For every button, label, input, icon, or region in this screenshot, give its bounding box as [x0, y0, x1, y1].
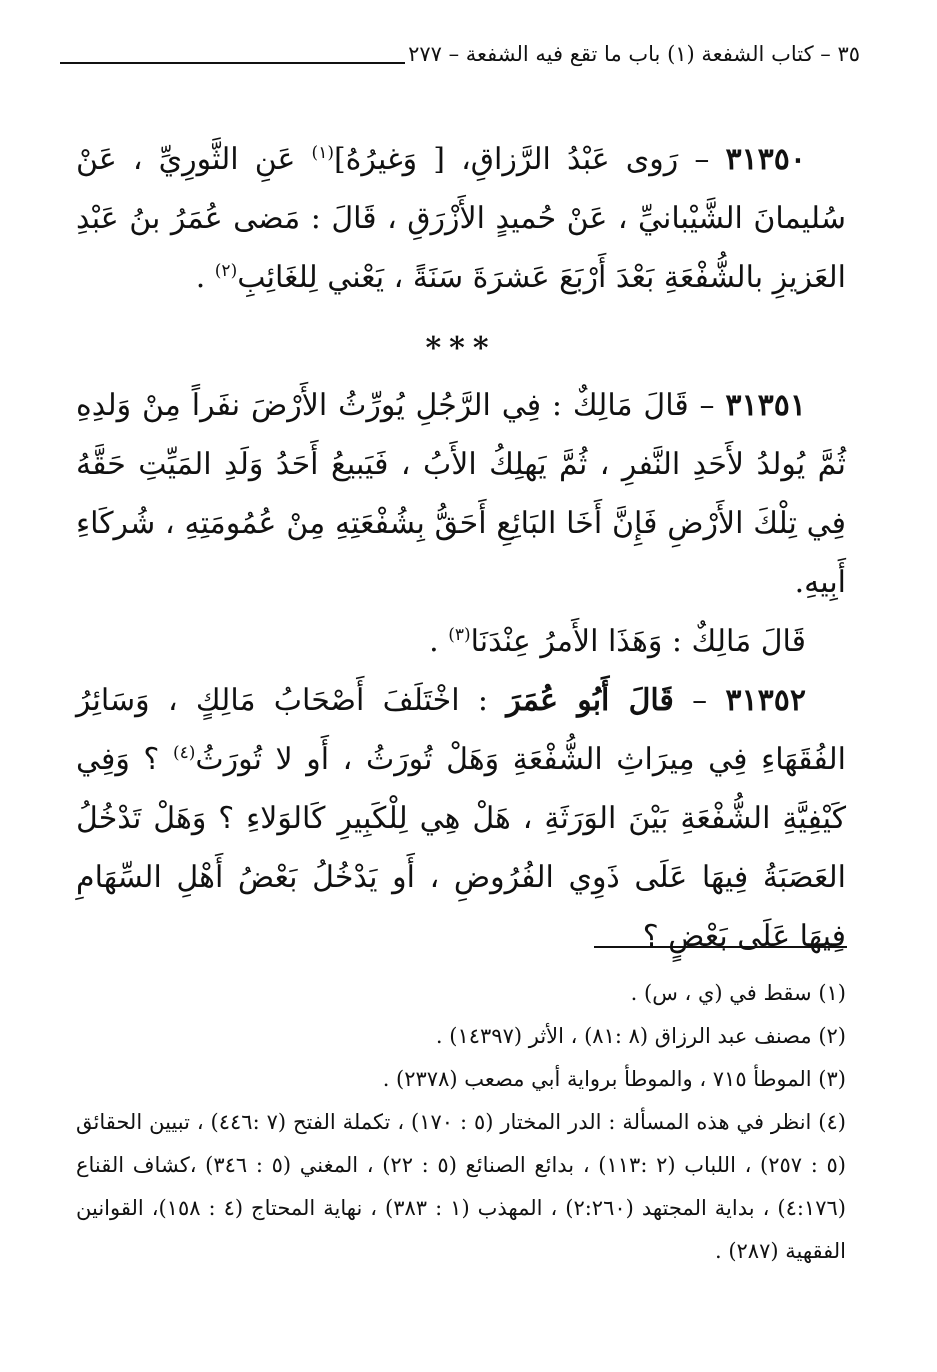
section-separator: *** — [425, 331, 497, 366]
entry-dash: – — [673, 683, 726, 718]
paragraph-malik-note — [76, 612, 846, 671]
paragraph-text: – رَوى عَبْدُ الرَّزاقِ، [ وَغيرُهُ] — [333, 142, 726, 177]
footnotes — [76, 972, 846, 1273]
paragraph-end: . — [195, 260, 215, 295]
paragraph-text: قَالَ مَالِكٌ : وَهَذَا الأَمرُ عِنْدَنَا — [470, 624, 806, 659]
footnote-ref: (٢) — [214, 261, 238, 281]
paragraph-text: عَنِ الثَّورِيِّ ، عَنْ سُليمانَ الشَّيْبانيِّ ، عَنْ حُميدٍ الأَزْرَقِ ، قَالَ : مَضى عُمَرُ بنُ عَبْدِ العَزيزِ بالشُّفْعَةِ بَعْدَ أَرْبَعَ عَشرَةَ سَنَةً ، يَعْني لِلغَائِبِ — [76, 142, 846, 295]
paragraph-text: – قَالَ مَالِكٌ : فِي الرَّجُلِ يُورِّثُ الأَرْضَ نفَراً مِنْ وَلدِهِ ثُمَّ يُولدُ لأَحَدِ النَّفرِ ، ثُمَّ يَهلِكُ الأَبُ ، فَيَبيعُ أَحَدُ وَلَدِ المَيِّتِ حَقَّهُ فِي تِلْكَ الأَرْضِ فَإِنَّ أَخَا البَائِعِ أَحَقُّ بِشُفْعَتِهِ مِنْ عُمُومَتِهِ ، شُركَاءِ أَبِيهِ. — [76, 388, 846, 600]
footnote-separator — [594, 946, 847, 948]
paragraph-text: : اخْتَلَفَ أَصْحَابُ مَالِكٍ ، وَسَائِرُ الفُقَهَاءِ فِي مِيرَاثِ الشُّفْعَةِ وَهَلْ تُورَثُ ، أَو لا تُورَثُ — [76, 683, 847, 777]
footnote-4: (٤) انظر في هذه المسألة : الدر المختار (٥ : ١٧٠) ، تكملة الفتح (٧ :٤٤٦) ، تبيين الحقائق (٥ : ٢٥٧) ، اللباب (٢ :١١٣) ، بدائع الصنائع (٥ : ٢٢) ، المغني (٥ : ٣٤٦) ،كشاف القناع (٤:١٧٦) ، بداية المجتهد (٢:٢٦٠) ، المهذب (١ : ٣٨٣) ، نهاية المحتاج (٤ : ١٥٨)، القوانين الفقهية (٢٨٧) . — [76, 1110, 846, 1263]
speaker-name: قَالَ أَبُو عُمَرَ — [506, 683, 674, 718]
footnote-ref: (١) — [311, 143, 334, 163]
running-title: ٣٥ – كتاب الشفعة (١) باب ما تقع فيه الشفعة – ٢٧٧ — [408, 42, 860, 66]
footnote-ref: (٣) — [448, 625, 471, 645]
footnote-2: (٢) مصنف عبد الرزاق (٨ :٨١) ، الأثر (١٤٣٩٧) . — [435, 1024, 846, 1048]
footnote-ref: (٤) — [172, 743, 196, 763]
footnote-3: (٣) الموطأ ٧١٥ ، والموطأ برواية أبي مصعب (٢٣٧٨) . — [382, 1067, 846, 1091]
main-text — [76, 130, 846, 966]
paragraph-text: ؟ وَفِي كَيْفِيَّةِ الشُّفْعَةِ بَيْنَ الوَرَثَةِ ، هَلْ هِي لِلْكَبِيرِ كَالوَلاءِ ؟ وَهَلْ تَدْخُلُ العَصَبَةُ فِيهَا عَلَى ذَوِي الفُرُوضِ ، أَو يَدْخُلُ بَعْضُ أَهْلِ السِّهَامِ فِيهَا عَلَى بَعْضٍ ؟ — [76, 742, 846, 954]
paragraph-end: . — [429, 624, 449, 659]
paragraph-31350 — [76, 130, 846, 307]
entry-number: ٣١٣٥٢ — [725, 683, 806, 718]
paragraph-31351 — [76, 376, 846, 612]
header-rule — [60, 62, 405, 64]
entry-number: ٣١٣٥٠ — [725, 142, 807, 177]
paragraph-31352 — [76, 671, 846, 966]
running-header — [60, 42, 860, 72]
entry-number: ٣١٣٥١ — [725, 388, 806, 423]
footnote-1: (١) سقط في (ي ، س) . — [630, 981, 846, 1005]
